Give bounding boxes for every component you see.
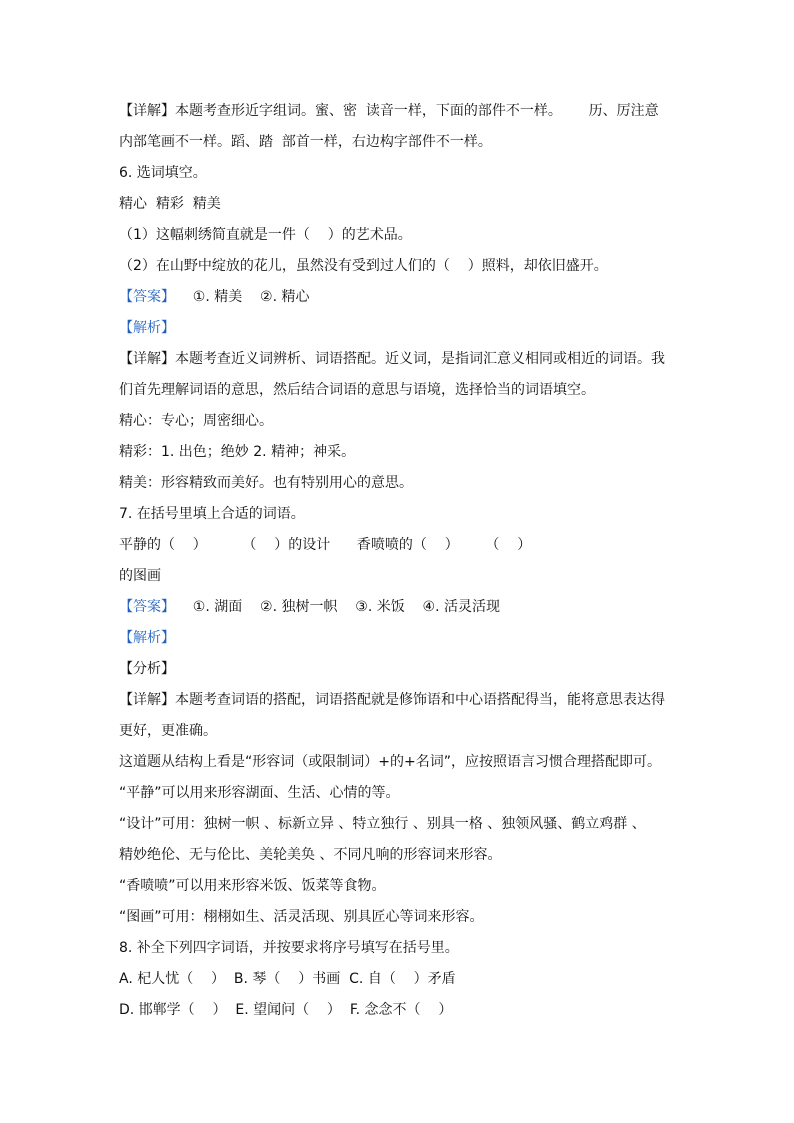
text-segment: ①. 湖面 ②. 独树一帜 ③. 米饭 ④. 活灵活现 [175, 599, 501, 615]
text-segment: ①. 精美 ②. 精心 [175, 289, 310, 305]
text-segment: 平静的（ ） （ ）的设计 香喷喷的（ ） （ ） [119, 537, 532, 553]
text-line [119, 933, 679, 964]
text-line [119, 964, 679, 995]
text-line [119, 375, 679, 406]
text-line [119, 530, 679, 561]
text-segment: （1）这幅刺绣简直就是一件（ ）的艺术品。 [119, 227, 412, 243]
text-segment: “平静”可以用来形容湖面、生活、心情的等。 [119, 785, 400, 801]
text-line [119, 406, 679, 437]
text-segment: 8. 补全下列四字词语，并按要求将序号填写在括号里。 [119, 940, 459, 956]
text-line [119, 840, 679, 871]
text-line [119, 96, 679, 127]
text-line [119, 902, 679, 933]
text-segment: 更好，更准确。 [119, 723, 217, 739]
section-label: 【答案】 [119, 599, 175, 615]
text-line [119, 778, 679, 809]
text-line [119, 189, 679, 220]
text-line [119, 561, 679, 592]
text-line [119, 468, 679, 499]
text-segment: 内部笔画不一样。蹈、踏 部首一样，右边构字部件不一样。 [119, 134, 492, 150]
text-segment: （2）在山野中绽放的花儿，虽然没有受到过人们的（ ）照料，却依旧盛开。 [119, 258, 608, 274]
text-segment: 【详解】本题考查近义词辨析、词语搭配。近义词，是指词汇意义相同或相近的词语。我 [119, 351, 665, 367]
text-line [119, 499, 679, 530]
text-segment: 精彩：1. 出色；绝妙 2. 精神；神采。 [119, 444, 356, 460]
text-segment: 7. 在括号里填上合适的词语。 [119, 506, 305, 522]
text-line [119, 127, 679, 158]
text-segment: 精美：形容精致而美好。也有特别用心的意思。 [119, 475, 413, 491]
text-line [119, 871, 679, 902]
section-label: 【答案】 [119, 289, 175, 305]
text-segment: “香喷喷”可以用来形容米饭、饭菜等食物。 [119, 878, 386, 894]
text-line [119, 592, 679, 623]
text-line [119, 344, 679, 375]
text-line [119, 809, 679, 840]
text-segment: D. 邯郸学（ ） E. 望闻问（ ） F. 念念不（ ） [119, 1002, 453, 1018]
section-label: 【解析】 [119, 320, 175, 336]
text-segment: 精心 精彩 精美 [119, 196, 221, 212]
text-line [119, 995, 679, 1026]
text-line [119, 623, 679, 654]
text-segment: 精妙绝伦、无与伦比、美轮美奂 、不同凡响的形容词来形容。 [119, 847, 502, 863]
text-line [119, 437, 679, 468]
text-segment: 的图画 [119, 568, 161, 584]
text-line [119, 747, 679, 778]
text-segment: A. 杞人忧（ ） B. 琴（ ）书画 C. 自（ ）矛盾 [119, 971, 456, 987]
text-line [119, 251, 679, 282]
text-segment: 这道题从结构上看是“形容词（或限制词）+的+名词”，应按照语言习惯合理搭配即可。 [119, 754, 661, 770]
text-line [119, 654, 679, 685]
text-segment: “设计”可用：独树一帜 、标新立异 、特立独行 、别具一格 、独领风骚、鹤立鸡群 、 [119, 816, 646, 832]
text-segment: 精心：专心；周密细心。 [119, 413, 273, 429]
text-segment: 【分析】 [119, 661, 175, 677]
text-segment: 【详解】本题考查形近字组词。蜜、密 读音一样，下面的部件不一样。 历、厉注意 [119, 103, 659, 119]
text-segment: 们首先理解词语的意思，然后结合词语的意思与语境，选择恰当的词语填空。 [119, 382, 595, 398]
document-page [119, 96, 679, 1026]
text-line [119, 220, 679, 251]
text-line [119, 158, 679, 189]
text-line [119, 313, 679, 344]
section-label: 【解析】 [119, 630, 175, 646]
text-segment: 6. 选词填空。 [119, 165, 207, 181]
text-line [119, 716, 679, 747]
text-line [119, 685, 679, 716]
text-segment: “图画”可用：栩栩如生、活灵活现、别具匠心等词来形容。 [119, 909, 484, 925]
text-segment: 【详解】本题考查词语的搭配，词语搭配就是修饰语和中心语搭配得当，能将意思表达得 [119, 692, 665, 708]
text-line [119, 282, 679, 313]
